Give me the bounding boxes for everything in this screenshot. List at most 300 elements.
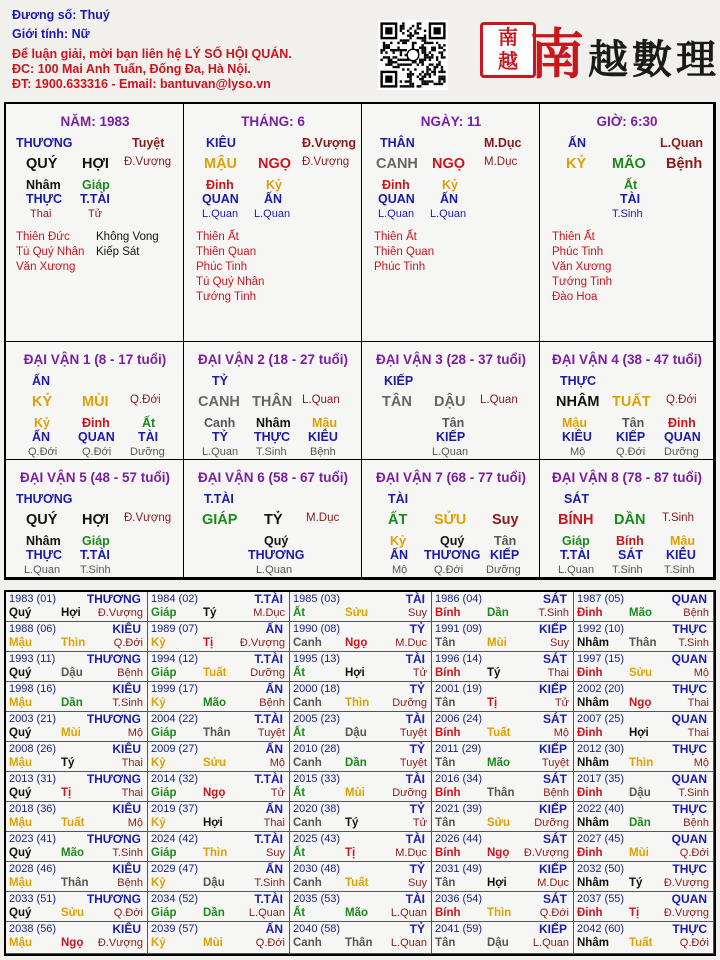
cell-value: Mậu <box>670 534 695 548</box>
year-phase: Tuyệt <box>399 757 427 769</box>
year-stem: Kỷ <box>151 697 166 709</box>
year-cell <box>6 712 148 742</box>
brand-logo-rest: 越數理 <box>588 36 720 83</box>
cell-value: QUAN <box>78 430 115 444</box>
dai-van-6 <box>184 460 362 578</box>
year-label: 1998 (16) <box>9 683 57 695</box>
header <box>0 0 720 100</box>
year-phase: Q.Đới <box>679 937 709 949</box>
year-stem: Ất <box>293 907 306 919</box>
year-branch: Thân <box>203 727 231 739</box>
year-branch: Ngọ <box>487 847 510 859</box>
cell-value: KIÊU <box>562 430 592 444</box>
cell-value: KIÊU <box>308 430 338 444</box>
year-stem: Bính <box>435 907 461 919</box>
year-cell <box>574 892 714 922</box>
year-star: TỶ <box>409 922 425 936</box>
year-branch: Mão <box>61 847 84 859</box>
year-star: THƯƠNG <box>86 712 141 726</box>
year-label: 2011 (29) <box>435 743 482 755</box>
year-stem: Canh <box>293 937 322 949</box>
year-branch: Sửu <box>487 817 511 829</box>
year-phase: Bệnh <box>683 607 709 619</box>
year-label: 2031 (49) <box>435 863 483 875</box>
year-label: 2035 (53) <box>293 893 341 905</box>
year-stem: Kỷ <box>151 637 166 649</box>
cell-value: L.Quan <box>480 394 518 406</box>
cell-heading: ĐẠI VẬN 4 (38 - 47 tuổi) <box>551 352 703 367</box>
year-phase: Đ.Vượng <box>663 907 709 919</box>
cell-value: THỰC <box>26 548 63 562</box>
year-stem: Kỷ <box>151 937 166 949</box>
year-star: THỰC <box>672 922 707 936</box>
star-name: Thiên Quan <box>374 246 435 258</box>
year-branch: Thìn <box>629 757 654 769</box>
year-branch: Thân <box>345 937 373 949</box>
cell-value: Kỷ <box>34 416 50 430</box>
year-label: 2008 (26) <box>9 743 57 755</box>
year-stem: Giáp <box>151 667 177 679</box>
cell-value: L.Quan <box>660 136 704 150</box>
cell-value: Kỷ <box>390 534 406 548</box>
star-name: Không Vong <box>96 231 159 243</box>
cell-value: Canh <box>204 416 236 430</box>
year-branch: Hợi <box>629 727 649 739</box>
year-branch: Tị <box>487 697 498 709</box>
year-stem: Mậu <box>9 877 32 889</box>
chart-grid <box>4 102 716 580</box>
year-label: 2015 (33) <box>293 773 341 785</box>
year-star: ẤN <box>265 922 283 936</box>
cell-value: T.Sinh <box>662 512 694 524</box>
cell-value: M.Dục <box>484 156 518 168</box>
year-cell <box>290 652 432 682</box>
year-branch: Mão <box>487 757 510 769</box>
cell-value: Q.Đới <box>616 446 646 458</box>
cell-value: Mậu <box>312 416 337 430</box>
year-stem: Đinh <box>577 787 603 799</box>
year-stem: Giáp <box>151 787 177 799</box>
cell-heading: ĐẠI VẬN 2 (18 - 27 tuổi) <box>197 352 349 367</box>
year-branch: Tuất <box>345 877 369 889</box>
pillar-3 <box>362 104 540 342</box>
year-phase: Thai <box>687 697 709 709</box>
year-label: 2006 (24) <box>435 713 483 725</box>
year-phase: M.Dục <box>537 877 569 889</box>
annual-luck-table <box>4 590 716 956</box>
year-phase: Q.Đới <box>679 847 709 859</box>
year-phase: Tuyệt <box>399 727 427 739</box>
year-branch: Mão <box>345 907 368 919</box>
cell-value: THƯƠNG <box>16 136 73 150</box>
year-label: 2009 (27) <box>151 743 199 755</box>
cell-value: Đinh <box>206 178 234 192</box>
year-cell <box>574 802 714 832</box>
year-label: 2025 (43) <box>293 833 341 845</box>
cell-value: L.Quan <box>558 564 595 576</box>
year-label: 2022 (40) <box>577 803 625 815</box>
year-stem: Giáp <box>151 607 177 619</box>
year-phase: Thai <box>121 757 143 769</box>
cell-value: Giáp <box>562 534 590 548</box>
year-cell <box>290 922 432 954</box>
cell-value: QUAN <box>378 192 415 206</box>
cell-value: THÂN <box>252 394 293 410</box>
cell-value: TÀI <box>388 492 409 506</box>
cell-value: DẦN <box>614 512 646 528</box>
header-line: Giới tính: Nữ <box>12 27 90 41</box>
year-cell <box>432 622 574 652</box>
year-branch: Tý <box>345 817 359 829</box>
year-star: TỶ <box>409 802 425 816</box>
year-phase: Bệnh <box>117 877 143 889</box>
year-branch: Hợi <box>345 667 365 679</box>
year-stem: Nhâm <box>577 757 609 769</box>
year-branch: Mùi <box>203 937 223 949</box>
year-label: 1993 (11) <box>9 653 56 665</box>
year-cell <box>432 682 574 712</box>
year-branch: Tuất <box>203 667 227 679</box>
year-phase: Bệnh <box>543 787 569 799</box>
year-phase: Thai <box>121 787 143 799</box>
cell-value: Nhâm <box>256 416 291 430</box>
year-star: T.TÀI <box>254 652 283 666</box>
year-cell <box>574 622 714 652</box>
star-name: Tướng Tinh <box>196 291 256 303</box>
year-phase: Tuyệt <box>257 727 285 739</box>
cell-value: Suy <box>492 512 519 528</box>
year-label: 2010 (28) <box>293 743 341 755</box>
year-phase: Bệnh <box>117 667 143 679</box>
cell-value: T.Sinh <box>664 564 695 576</box>
cell-value: KIẾP <box>490 548 520 562</box>
year-label: 2000 (18) <box>293 683 341 695</box>
year-phase: Đ.Vượng <box>97 607 143 619</box>
year-branch: Tuất <box>487 727 511 739</box>
brand-logo-first: 南 <box>530 22 588 86</box>
year-stem: Quý <box>9 907 32 919</box>
year-star: KIẾP <box>538 862 567 876</box>
year-star: THƯƠNG <box>86 592 141 606</box>
year-star: KIÊU <box>112 802 141 816</box>
cell-value: Đ.Vượng <box>124 512 172 524</box>
year-phase: Suy <box>266 847 285 859</box>
year-branch: Thân <box>61 877 89 889</box>
year-cell <box>290 772 432 802</box>
star-name: Thiên Ất <box>374 231 417 243</box>
year-star: QUAN <box>671 892 707 906</box>
year-cell <box>6 922 148 954</box>
year-cell <box>6 862 148 892</box>
dai-van-4 <box>540 342 714 460</box>
star-name: Kiếp Sát <box>96 246 140 258</box>
year-cell <box>148 922 290 954</box>
year-phase: Bệnh <box>259 697 285 709</box>
cell-value: Dưỡng <box>130 446 165 458</box>
cell-value: TÀI <box>620 192 641 206</box>
year-label: 1985 (03) <box>293 593 341 605</box>
year-cell <box>574 862 714 892</box>
year-stem: Kỷ <box>151 817 166 829</box>
year-cell <box>432 652 574 682</box>
star-name: Thiên Ất <box>552 231 595 243</box>
cell-value: T.Sinh <box>256 446 287 458</box>
cell-value: SÁT <box>564 492 589 506</box>
year-branch: Dần <box>487 607 509 619</box>
year-branch: Dậu <box>345 727 367 739</box>
year-phase: T.Sinh <box>678 637 709 649</box>
year-branch: Sửu <box>203 757 227 769</box>
year-stem: Đinh <box>577 847 603 859</box>
year-phase: T.Sinh <box>112 697 143 709</box>
year-label: 2004 (22) <box>151 713 199 725</box>
year-stem: Ất <box>293 727 306 739</box>
year-branch: Thân <box>487 787 515 799</box>
cell-value: TÀI <box>138 430 159 444</box>
cell-value: Tân <box>494 534 517 548</box>
year-branch: Dần <box>203 907 225 919</box>
year-star: KIÊU <box>112 922 141 936</box>
year-label: 2037 (55) <box>577 893 625 905</box>
star-name: Tú Quý Nhân <box>196 276 265 288</box>
year-cell <box>432 712 574 742</box>
year-stem: Quý <box>9 727 32 739</box>
year-cell <box>6 622 148 652</box>
year-cell <box>290 832 432 862</box>
year-label: 2005 (23) <box>293 713 341 725</box>
year-star: QUAN <box>671 832 707 846</box>
year-phase: M.Dục <box>395 847 427 859</box>
year-star: THƯƠNG <box>86 832 141 846</box>
cell-value: ẤN <box>264 192 283 206</box>
year-stem: Tân <box>435 817 456 829</box>
year-phase: L.Quan <box>390 937 427 949</box>
year-stem: Nhâm <box>577 877 609 889</box>
year-branch: Ngọ <box>345 637 368 649</box>
cell-value: TUẤT <box>612 394 651 410</box>
cell-value: KỶ <box>32 394 53 410</box>
year-star: THƯƠNG <box>86 892 141 906</box>
year-label: 2019 (37) <box>151 803 199 815</box>
year-phase: Mộ <box>269 757 285 769</box>
cell-value: Q.Đới <box>434 564 464 576</box>
year-phase: Dưỡng <box>392 697 427 709</box>
year-star: KIẾP <box>538 742 567 756</box>
year-star: TỶ <box>409 622 425 636</box>
cell-value: THƯƠNG <box>16 492 73 506</box>
brand-logo <box>530 12 720 89</box>
year-label: 2002 (20) <box>577 683 625 695</box>
year-cell <box>148 832 290 862</box>
year-branch: Tị <box>629 907 640 919</box>
year-star: KIÊU <box>112 742 141 756</box>
year-label: 1997 (15) <box>577 653 625 665</box>
year-label: 1988 (06) <box>9 623 57 635</box>
year-stem: Đinh <box>577 727 603 739</box>
cell-value: MẬU <box>204 156 238 172</box>
dai-van-8 <box>540 460 714 578</box>
year-branch: Tị <box>203 637 214 649</box>
pillar-4 <box>540 104 714 342</box>
cell-value: Q.Đới <box>28 446 58 458</box>
year-cell <box>290 592 432 622</box>
star-name: Văn Xương <box>16 261 76 273</box>
cell-value: ẤT <box>388 512 408 528</box>
year-star: TÀI <box>405 892 425 906</box>
year-branch: Dậu <box>487 937 509 949</box>
year-phase: M.Dục <box>253 607 285 619</box>
cell-value: MÃO <box>612 156 646 172</box>
header-line: Đương số: Thuý <box>12 8 110 22</box>
cell-value: QUAN <box>202 192 239 206</box>
year-stem: Đinh <box>577 607 603 619</box>
seal-stamp <box>480 22 536 78</box>
year-star: THƯƠNG <box>86 772 141 786</box>
year-branch: Mùi <box>345 787 365 799</box>
year-cell <box>574 772 714 802</box>
cell-value: Bính <box>616 534 644 548</box>
year-cell <box>574 922 714 954</box>
year-branch: Sửu <box>629 667 653 679</box>
qr-code[interactable] <box>378 20 448 90</box>
year-label: 1996 (14) <box>435 653 483 665</box>
cell-value: CANH <box>198 394 240 410</box>
year-stem: Ất <box>293 607 306 619</box>
cell-value: Ất <box>624 178 638 192</box>
year-phase: L.Quan <box>248 907 285 919</box>
year-label: 1992 (10) <box>577 623 625 635</box>
cell-value: T.TÀI <box>80 192 110 206</box>
year-stem: Ất <box>293 847 306 859</box>
year-branch: Thân <box>629 637 657 649</box>
year-branch: Hợi <box>203 817 223 829</box>
year-stem: Kỷ <box>151 757 166 769</box>
year-label: 2036 (54) <box>435 893 483 905</box>
year-cell <box>574 592 714 622</box>
cell-value: Dưỡng <box>486 564 521 576</box>
dai-van-3 <box>362 342 540 460</box>
year-stem: Canh <box>293 877 322 889</box>
year-label: 1991 (09) <box>435 623 483 635</box>
year-star: ẤN <box>265 742 283 756</box>
cell-value: Mậu <box>562 416 587 430</box>
year-star: THƯƠNG <box>86 652 141 666</box>
year-phase: Tử <box>412 817 427 829</box>
year-cell <box>432 832 574 862</box>
year-phase: Tử <box>270 787 285 799</box>
year-star: ẤN <box>265 862 283 876</box>
year-stem: Bính <box>435 787 461 799</box>
year-phase: Thai <box>263 817 285 829</box>
cell-value: THÂN <box>380 136 415 150</box>
cell-heading: ĐẠI VẬN 8 (78 - 87 tuổi) <box>551 470 703 485</box>
year-cell <box>574 742 714 772</box>
year-branch: Tị <box>345 847 356 859</box>
year-stem: Tân <box>435 937 456 949</box>
year-branch: Sửu <box>345 607 369 619</box>
year-cell <box>148 772 290 802</box>
year-label: 2001 (19) <box>435 683 483 695</box>
year-stem: Quý <box>9 787 32 799</box>
year-star: T.TÀI <box>254 892 283 906</box>
year-label: 2027 (45) <box>577 833 625 845</box>
cell-value: Đ.Vượng <box>302 136 357 150</box>
cell-value: Mộ <box>392 564 408 576</box>
cell-value: Quý <box>440 534 465 548</box>
year-cell <box>432 862 574 892</box>
cell-value: T.Sinh <box>612 564 643 576</box>
year-star: SÁT <box>543 712 567 726</box>
cell-value: DẬU <box>434 394 466 410</box>
year-star: TÀI <box>405 832 425 846</box>
year-label: 1999 (17) <box>151 683 199 695</box>
year-stem: Bính <box>435 847 461 859</box>
cell-value: BÍNH <box>558 512 594 528</box>
cell-value: HỢI <box>82 512 109 528</box>
cell-value: KIẾP <box>436 430 466 444</box>
star-name: Tú Quý Nhân <box>16 246 85 258</box>
year-label: 1987 (05) <box>577 593 625 605</box>
cell-value: T.TÀI <box>204 492 234 506</box>
cell-value: THỰC <box>26 192 63 206</box>
year-stem: Canh <box>293 637 322 649</box>
year-branch: Hợi <box>487 877 507 889</box>
year-label: 2013 (31) <box>9 773 57 785</box>
dai-van-2 <box>184 342 362 460</box>
year-star: TÀI <box>405 712 425 726</box>
year-cell <box>148 592 290 622</box>
year-branch: Thìn <box>487 907 512 919</box>
year-cell <box>290 802 432 832</box>
year-branch: Hợi <box>61 607 81 619</box>
year-cell <box>6 652 148 682</box>
year-label: 2007 (25) <box>577 713 625 725</box>
year-cell <box>6 682 148 712</box>
cell-heading: NGÀY: 11 <box>420 114 482 129</box>
year-label: 2040 (58) <box>293 923 341 935</box>
cell-value: NHÂM <box>556 394 600 410</box>
star-name: Thiên Ất <box>196 231 239 243</box>
cell-value: KIẾP <box>616 430 646 444</box>
year-phase: Đ.Vượng <box>523 847 569 859</box>
year-branch: Dậu <box>61 667 83 679</box>
cell-value: THƯƠNG <box>424 548 481 562</box>
year-label: 2034 (52) <box>151 893 199 905</box>
cell-value: MÙI <box>82 394 109 410</box>
cell-value: L.Quan <box>302 394 340 406</box>
star-name: Thiên Quan <box>196 246 257 258</box>
year-phase: L.Quan <box>390 907 427 919</box>
seal-char-2: 越 <box>498 49 518 73</box>
year-branch: Tị <box>61 787 72 799</box>
year-star: TÀI <box>405 652 425 666</box>
year-star: KIẾP <box>538 802 567 816</box>
cell-value: THỰC <box>254 430 291 444</box>
year-phase: Mộ <box>553 727 569 739</box>
year-branch: Dần <box>61 697 83 709</box>
year-label: 1989 (07) <box>151 623 199 635</box>
year-branch: Dậu <box>629 787 651 799</box>
cell-value: Dưỡng <box>664 446 699 458</box>
cell-value: M.Dục <box>484 136 522 150</box>
year-cell <box>148 682 290 712</box>
year-label: 2028 (46) <box>9 863 57 875</box>
cell-value: Tân <box>622 416 645 430</box>
year-label: 2042 (60) <box>577 923 625 935</box>
year-phase: Suy <box>550 637 569 649</box>
year-phase: Tử <box>412 667 427 679</box>
cell-value: TÂN <box>382 394 412 410</box>
